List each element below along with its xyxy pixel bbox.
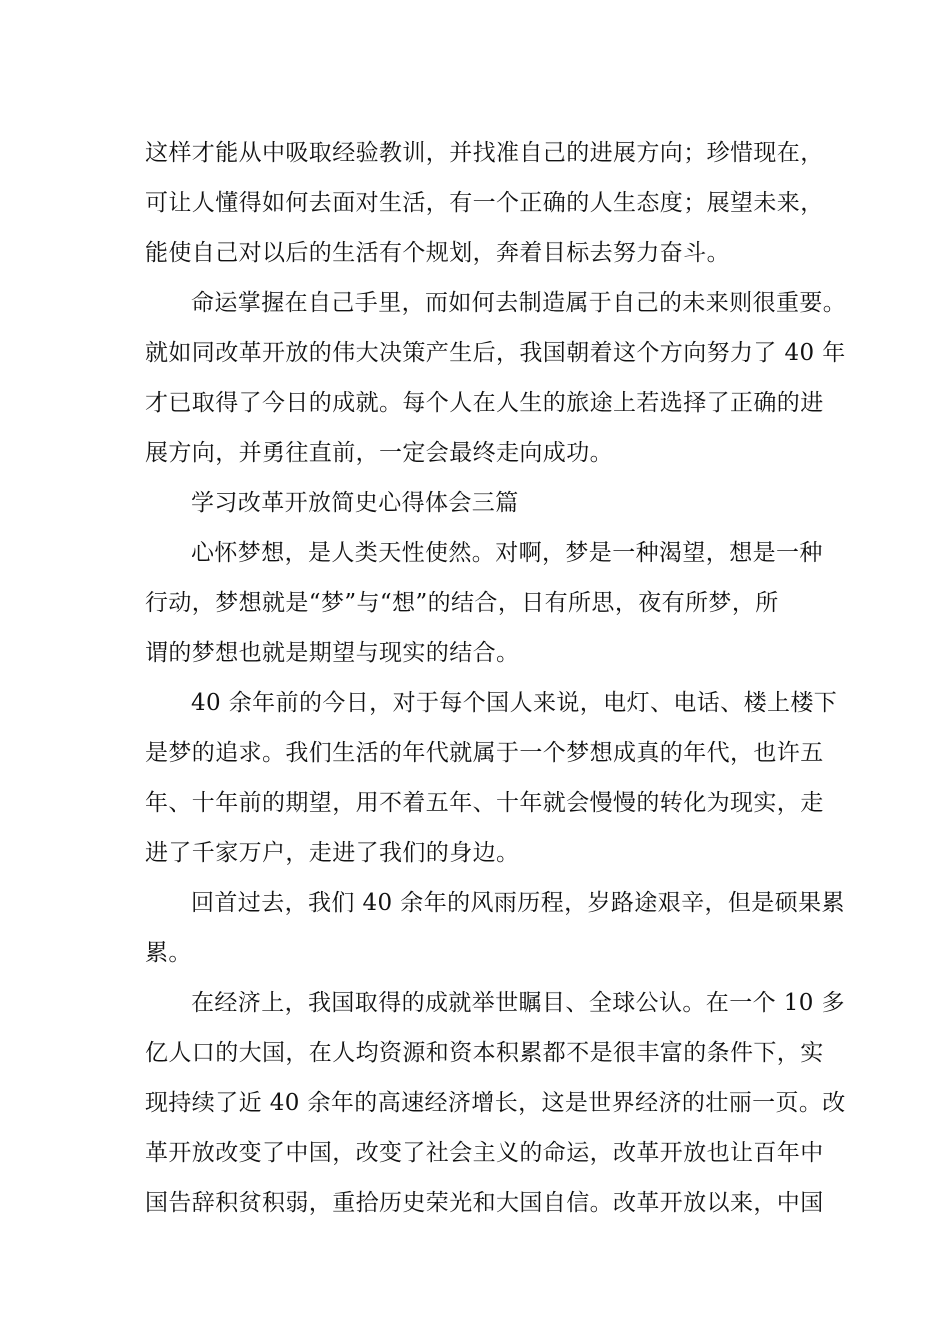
paragraph-start-line: 命运掌握在自己手里，而如何去制造属于自己的未来则很重要。 — [191, 290, 847, 316]
text-line: 年、十年前的期望，用不着五年、十年就会慢慢的转化为现实，走 — [145, 790, 824, 816]
paragraph-start-line: 在经济上，我国取得的成就举世瞩目、全球公认。在一个 10 多 — [191, 990, 845, 1016]
text-line: 是梦的追求。我们生活的年代就属于一个梦想成真的年代，也许五 — [145, 740, 824, 766]
text-line: 就如同改革开放的伟大决策产生后，我国朝着这个方向努力了 40 年 — [145, 340, 846, 366]
text-line: 这样才能从中吸取经验教训，并找准自己的进展方向；珍惜现在， — [145, 140, 824, 166]
paragraph-start-line: 回首过去，我们 40 余年的风雨历程，岁路途艰辛，但是硕果累 — [191, 890, 845, 916]
section-title: 学习改革开放简史心得体会三篇 — [191, 490, 519, 516]
text-line: 可让人懂得如何去面对生活，有一个正确的人生态度；展望未来， — [145, 190, 824, 216]
text-line: 展方向，并勇往直前，一定会最终走向成功。 — [145, 440, 613, 466]
document-body — [145, 128, 847, 1228]
paragraph-start-line: 40 余年前的今日，对于每个国人来说，电灯、电话、楼上楼下 — [191, 690, 838, 716]
text-line: 才已取得了今日的成就。每个人在人生的旅途上若选择了正确的进 — [145, 390, 824, 416]
text-line: 能使自己对以后的生活有个规划，奔着目标去努力奋斗。 — [145, 240, 730, 266]
text-line: 革开放改变了中国，改变了社会主义的命运，改革开放也让百年中 — [145, 1140, 824, 1166]
text-line: 亿人口的大国，在人均资源和资本积累都不是很丰富的条件下，实 — [145, 1040, 824, 1066]
text-line: 现持续了近 40 余年的高速经济增长，这是世界经济的壮丽一页。改 — [145, 1090, 846, 1116]
text-line: 行动，梦想就是“梦”与“想”的结合，日有所思，夜有所梦，所 — [145, 590, 779, 616]
text-line: 国告辞积贫积弱，重拾历史荣光和大国自信。改革开放以来，中国 — [145, 1190, 824, 1216]
paragraph-start-line: 心怀梦想，是人类天性使然。对啊，梦是一种渴望，想是一种 — [191, 540, 823, 566]
text-line: 累。 — [145, 940, 192, 966]
text-line: 进了千家万户，走进了我们的身边。 — [145, 840, 520, 866]
text-line: 谓的梦想也就是期望与现实的结合。 — [145, 640, 520, 666]
